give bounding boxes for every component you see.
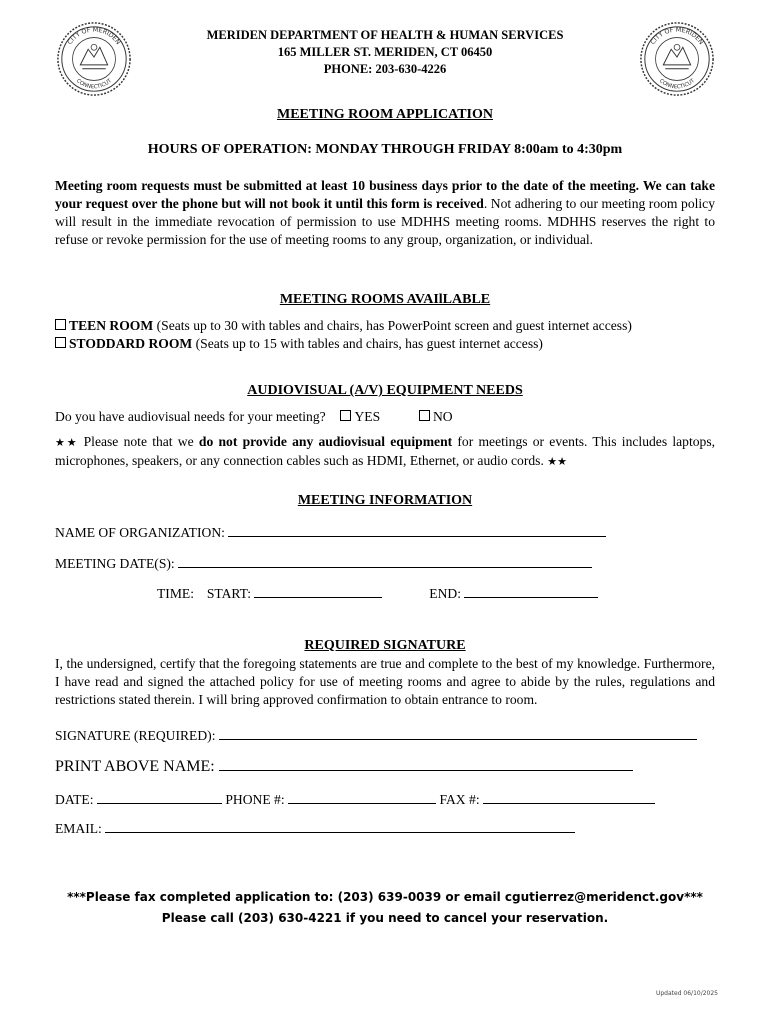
room-option-teen[interactable] xyxy=(55,318,632,334)
fax-label: FAX #: xyxy=(439,792,480,807)
org-name-field[interactable] xyxy=(228,524,606,537)
email-field[interactable] xyxy=(105,820,575,833)
org-name-row xyxy=(55,524,606,541)
intro-rest-text: . Not adhering to our meeting room policy will result in the immediate revocation of permission to use MDHHS meeting rooms. MDHHS reserves the right to refuse or revoke permission for the use of meeting rooms to any group, organization, or individual. xyxy=(55,196,715,247)
end-label: END: xyxy=(429,586,461,601)
info-heading: MEETING INFORMATION xyxy=(297,493,473,508)
phone-label: PHONE #: xyxy=(225,792,285,807)
start-time-field[interactable] xyxy=(254,585,382,598)
av-question: Do you have audiovisual needs for your meeting? xyxy=(55,409,326,424)
hours-of-operation: HOURS OF OPERATION: MONDAY THROUGH FRIDAY 8:00am to 4:30pm xyxy=(147,142,623,157)
cancel-instructions: Please call (203) 630-4221 if you need to cancel your reservation. xyxy=(161,911,609,925)
svg-text:CONNECTICUT: CONNECTICUT xyxy=(657,78,697,91)
signature-heading: REQUIRED SIGNATURE xyxy=(304,638,466,653)
header-department: MERIDEN DEPARTMENT OF HEALTH & HUMAN SERVICES xyxy=(206,28,564,42)
av-question-row xyxy=(55,409,453,425)
fax-instructions: ***Please fax completed application to: (203) 639-0039 or email cgutierrez@meridenct.gov*** xyxy=(67,890,703,904)
av-yes-label: YES xyxy=(354,409,381,424)
date-field[interactable] xyxy=(97,791,222,804)
teen-room-checkbox[interactable] xyxy=(55,319,66,330)
form-title: MEETING ROOM APPLICATION xyxy=(277,107,493,122)
intro-bold-text: Meeting room requests must be submitted at least 10 business days prior to the date of the meeting. We can take your request over the phone but will not book it until this form is received xyxy=(55,178,715,211)
av-note-bold: do not provide any audiovisual equipment xyxy=(198,434,453,449)
signature-label: SIGNATURE (REQUIRED): xyxy=(55,728,216,743)
print-name-row xyxy=(55,758,633,776)
av-no-checkbox[interactable] xyxy=(419,410,430,421)
updated-date: Updated 06/10/2025 xyxy=(655,990,718,997)
av-yes-checkbox[interactable] xyxy=(340,410,351,421)
teen-room-desc: (Seats up to 30 with tables and chairs, has PowerPoint screen and guest internet access) xyxy=(153,318,632,333)
svg-text:CITY OF MERIDEN: CITY OF MERIDEN xyxy=(649,26,705,47)
end-time-field[interactable] xyxy=(464,585,598,598)
contact-row xyxy=(55,791,655,808)
star-icon-pair: ★★ xyxy=(55,437,79,449)
date-label: DATE: xyxy=(55,792,94,807)
av-no-label: NO xyxy=(432,409,453,424)
av-heading: AUDIOVISUAL (A/V) EQUIPMENT NEEDS xyxy=(247,383,523,398)
stoddard-room-name: STODDARD ROOM xyxy=(69,336,193,351)
rooms-heading: MEETING ROOMS AVAIlLABLE xyxy=(279,292,491,307)
av-note-post: for meetings or events. This includes laptops, microphones, speakers, or any connection cables such as HDMI, Ethernet, or audio cords. xyxy=(55,434,716,468)
intro-paragraph xyxy=(55,177,715,249)
room-option-stoddard[interactable] xyxy=(55,336,543,352)
svg-text:CITY OF MERIDEN: CITY OF MERIDEN xyxy=(66,26,122,47)
meeting-dates-field[interactable] xyxy=(178,555,592,568)
star-icon-pair-end: ★★ xyxy=(547,456,567,468)
org-name-label: NAME OF ORGANIZATION: xyxy=(55,525,225,540)
print-name-field[interactable] xyxy=(219,758,633,771)
email-label: EMAIL: xyxy=(55,821,102,836)
time-row xyxy=(157,585,598,602)
fax-field[interactable] xyxy=(483,791,655,804)
start-label: START: xyxy=(206,586,252,601)
stoddard-room-checkbox[interactable] xyxy=(55,337,66,348)
meeting-dates-label: MEETING DATE(S): xyxy=(55,556,175,571)
av-note-pre: Please note that we xyxy=(78,434,199,449)
signature-row xyxy=(55,727,697,744)
certify-paragraph: I, the undersigned, certify that the foregoing statements are true and complete to the best of my knowledge. Furthermore, I have read and signed the attached policy for use of meeting rooms and agree to abide by the rules, regulations and restrictions stated therein. I will bring approved confirmation to obtain entrance to room. xyxy=(55,656,715,707)
av-note xyxy=(55,433,715,471)
time-label: TIME: xyxy=(157,586,194,601)
teen-room-name: TEEN ROOM xyxy=(69,318,154,333)
signature-field[interactable] xyxy=(219,727,697,740)
print-name-label: PRINT ABOVE NAME: xyxy=(55,758,215,775)
email-row xyxy=(55,820,575,837)
meeting-dates-row xyxy=(55,555,592,572)
stoddard-room-desc: (Seats up to 15 with tables and chairs, has guest internet access) xyxy=(192,336,543,351)
svg-text:CONNECTICUT: CONNECTICUT xyxy=(74,78,114,91)
header-phone: PHONE: 203-630-4226 xyxy=(323,62,447,76)
header-address: 165 MILLER ST. MERIDEN, CT 06450 xyxy=(277,45,493,59)
phone-field[interactable] xyxy=(288,791,436,804)
